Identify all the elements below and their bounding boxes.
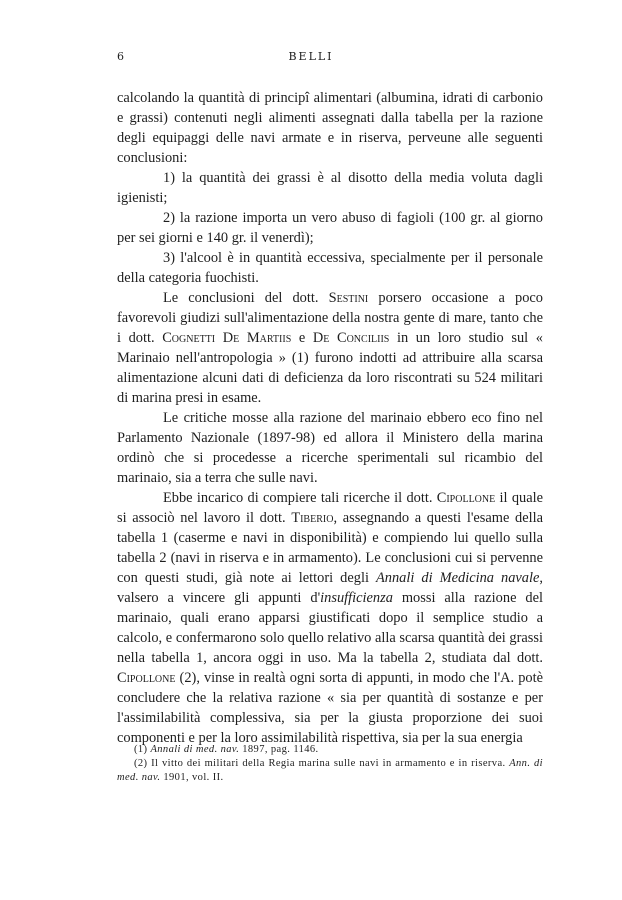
footnote-1: (1) Annali di med. nav. 1897, pag. 1146. (134, 744, 319, 755)
conclusion-3: 3) l'alcool è in quantità eccessiva, specialmente per il personale della categoria fuochisti. (117, 250, 543, 286)
author-name: Cipollone (117, 670, 176, 686)
author-name: De Conciliis (312, 330, 390, 346)
journal-title: Ann. di med. nav. (117, 758, 543, 783)
page-header (0, 50, 622, 70)
paragraph-critiche: Le critiche mosse alla razione del marinaio ebbero eco fino nel Parlamento Nazionale (1897-98) ed allora il Ministero della marina ordinò che si procedesse a ricerche sperimentali sul ricambio del marinaio, sia a terra che sulle navi. (117, 410, 543, 486)
author-name: Sestini (328, 290, 369, 306)
footnote-2: (2) Il vitto dei militari della Regia marina sulle navi in armamento e in riserva. Ann. di med. nav. 1901, vol. II. (117, 758, 543, 783)
journal-title: Annali di Medicina navale (375, 570, 540, 586)
author-name: Tiberio (291, 510, 334, 526)
page-number: 6 (117, 50, 126, 63)
author-name: Cipollone (436, 490, 496, 506)
journal-title: Annali di med. nav. (150, 744, 240, 755)
author-name: Cognetti De Martiis (162, 330, 292, 346)
paragraph-continuation: calcolando la quantità di principî alimentari (albumina, idrati di carbonio e grassi) contenuti negli alimenti assegnati dalla tabella per la razione degli equipaggi delle navi armate e in riserva, perveune alle seguenti conclusioni: (117, 90, 543, 166)
running-head: BELLI (288, 50, 334, 63)
paragraph-sestini: Le conclusioni del dott. Sestini porsero occasione a poco favorevoli giudizi sull'alimentazione della nostra gente di mare, tanto che i dott. Cognetti De Martiis e De Conciliis in un loro studio sul « Marinaio nell'antropologia » (1) furono indotti ad attribuire alla scarsa alimentazione alcuni dati di deficienza da loro riscontrati su 524 militari di marina presi in esame. (117, 290, 543, 406)
footnotes (117, 743, 543, 785)
paragraph-cipollone: Ebbe incarico di compiere tali ricerche il dott. Cipollone il quale si associò nel lavoro il dott. Tiberio, assegnando a questi l'esame della tabella 1 (caserme e navi in disponibilità) e compiendo lui quello sulla tabella 2 (navi in riserva e in armamento). Le conclusioni cui si pervenne con questi studi, già note ai lettori degli Annali di Medicina navale, valsero a vincere gli appunti d'insufficienza mossi alla razione del marinaio, quali erano apparsi giustificati dopo il semplice studio a calcolo, e confermarono solo quello relativo alla scarsa quantità dei grassi nella tabella 1, ancora oggi in uso. Ma la tabella 2, studiata dal dott. Cipollone (2), vinse in realtà ogni sorta di appunti, in modo che l'A. potè concludere che la relativa razione « sia per quantità di sostanze e per l'assimilabilità complessiva, sia per la giusta proporzione dei suoi componenti e per la loro assimilabilità rispettiva, sia per la sua energia (117, 490, 543, 746)
conclusion-1: 1) la quantità dei grassi è al disotto della media voluta dagli igienisti; (117, 170, 543, 206)
body-text (117, 88, 543, 748)
emphasis: insufficienza (320, 590, 393, 606)
conclusion-2: 2) la razione importa un vero abuso di fagioli (100 gr. al giorno per sei giorni e 140 gr. il venerdì); (117, 210, 543, 246)
